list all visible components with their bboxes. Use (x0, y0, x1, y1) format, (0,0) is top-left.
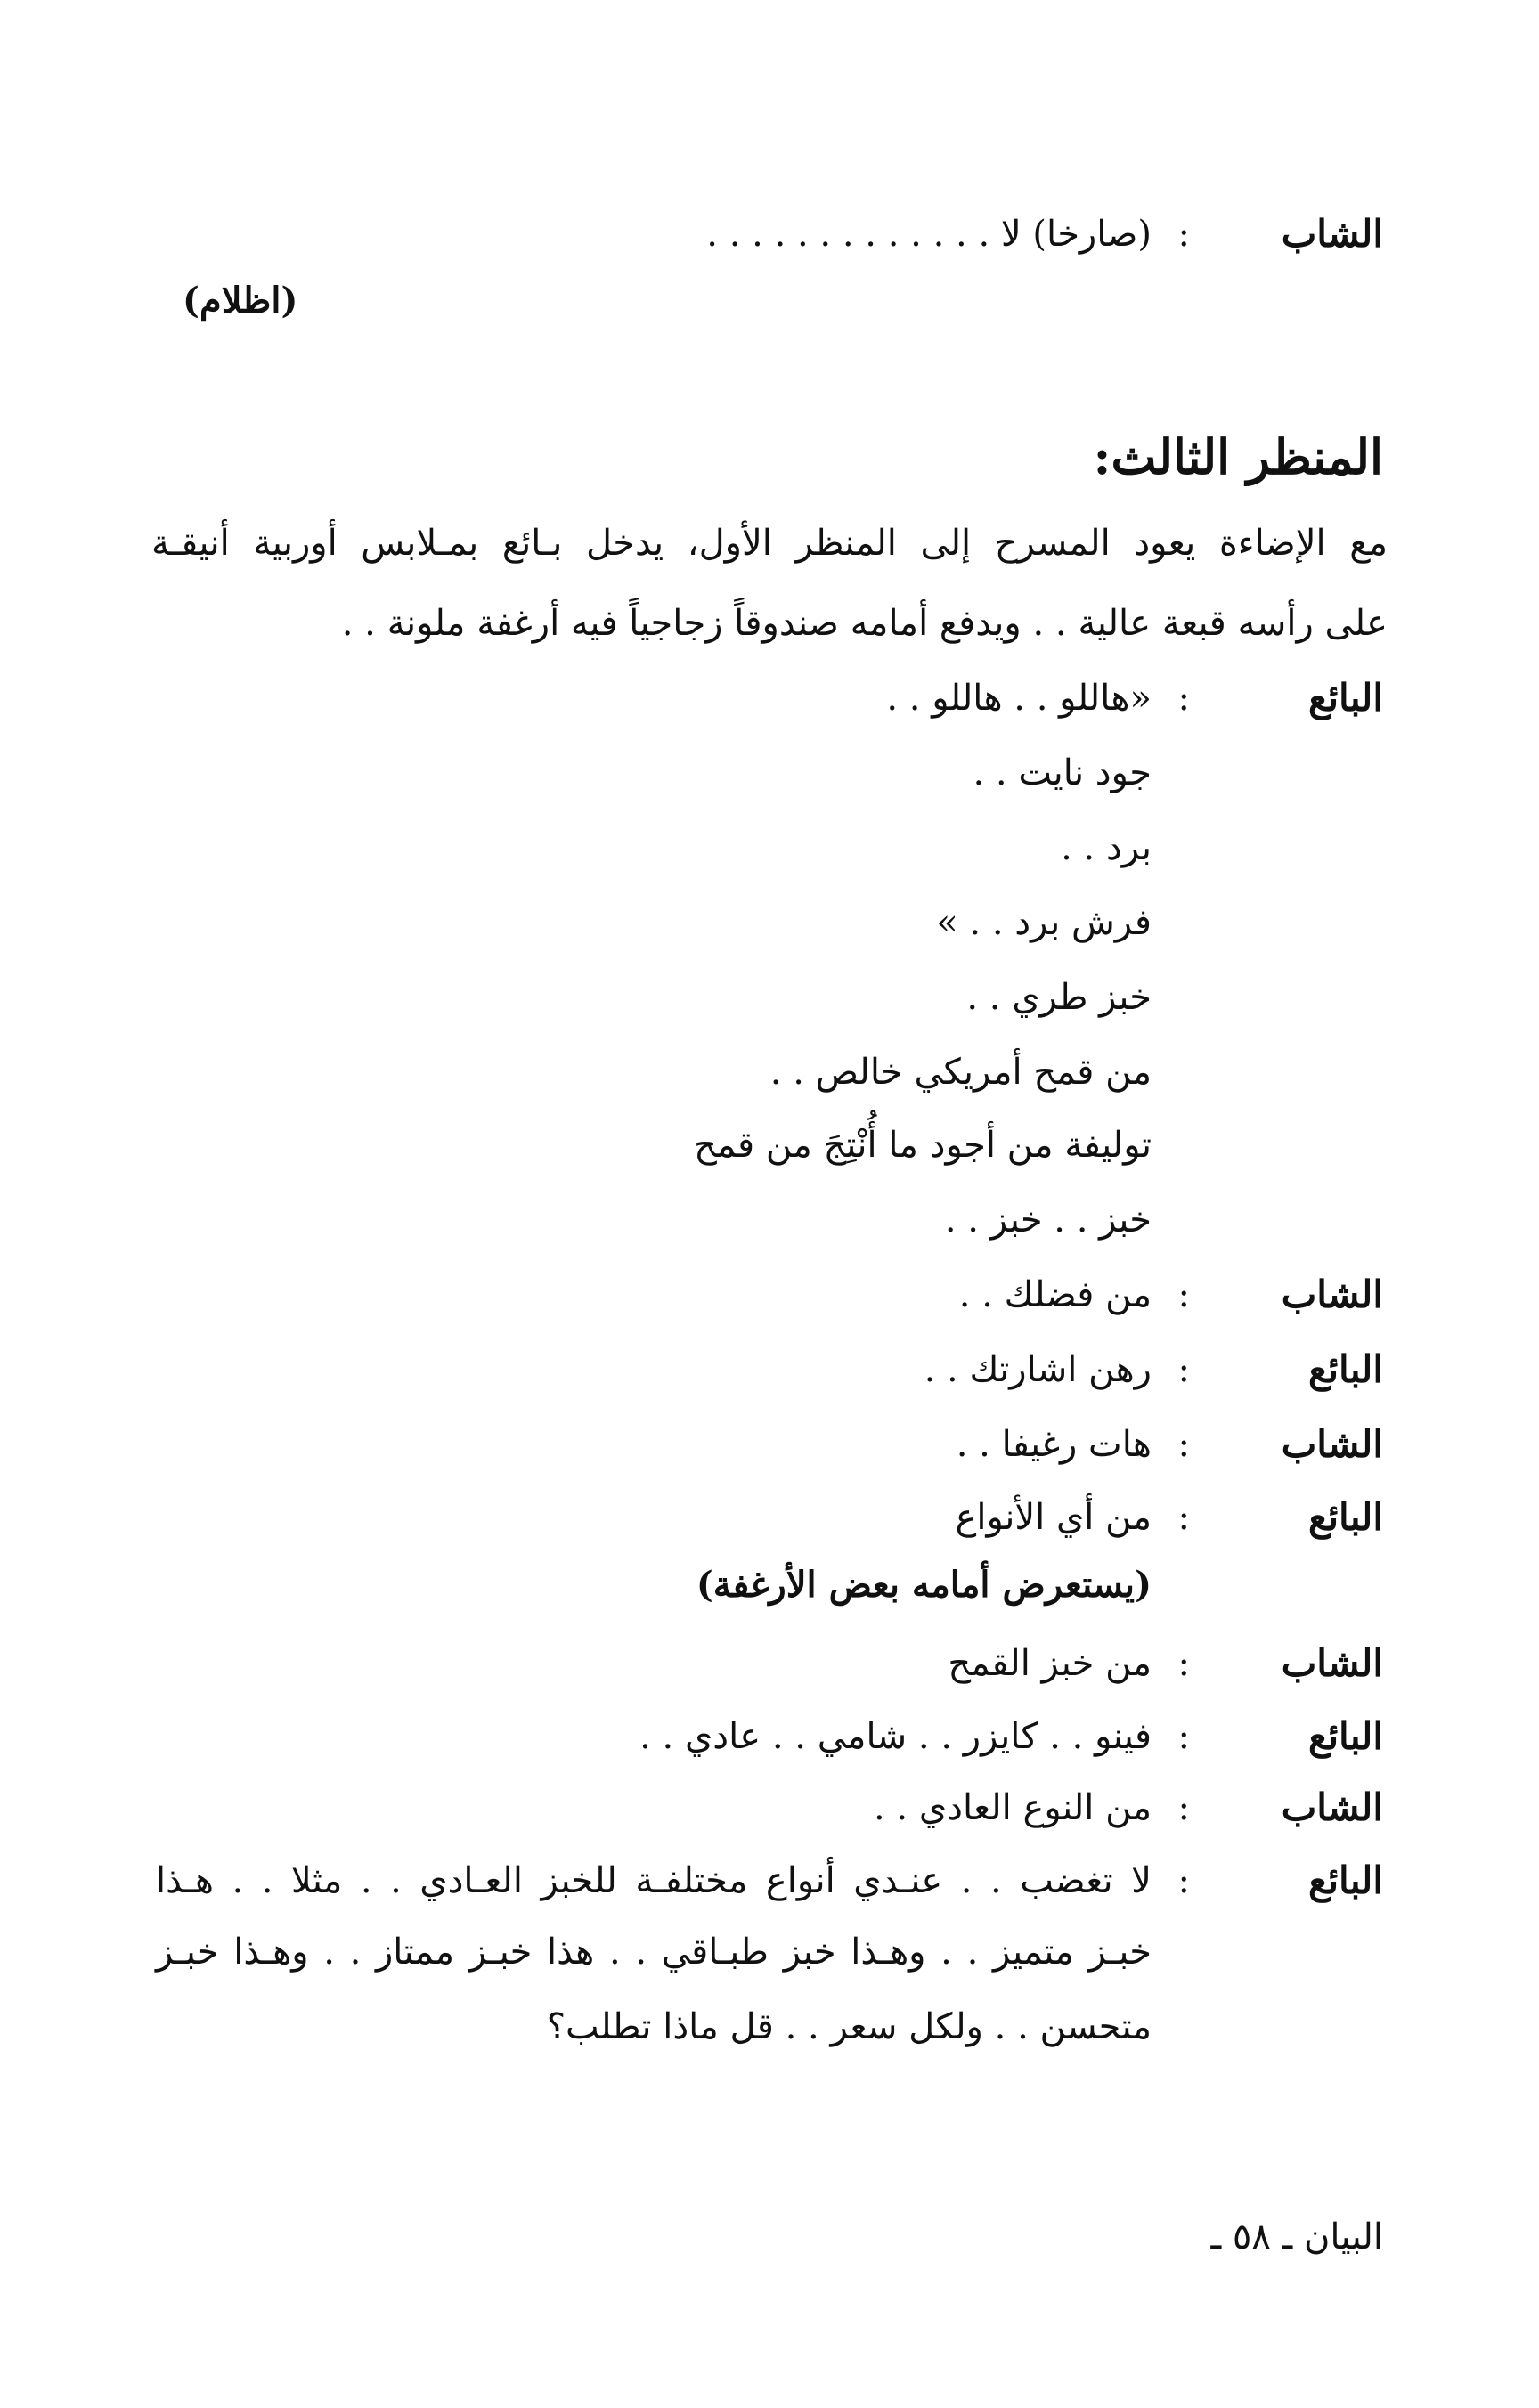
speaker-label: الشاب (1281, 212, 1383, 256)
speaker-label: الشاب (1281, 1422, 1383, 1466)
stage-direction-darkness: (اظلام) (183, 280, 298, 321)
dialogue-line: من خبز القمح (948, 1643, 1152, 1684)
call-line: توليفة من أجود ما أُنْتِجَ من قمح (694, 1125, 1152, 1166)
speaker-label: الشاب (1281, 1273, 1383, 1316)
final-line-2: خبـز متميز . . وهـذا خبز طبـاقي . . هذا خبـز ممتاز . . وهـذا خبـز (156, 1932, 1152, 1973)
stage-direction: (يستعرض أمامه بعض الأرغفة) (696, 1564, 1152, 1606)
colon: : (1177, 1274, 1190, 1315)
dialogue-line: من النوع العادي . . (874, 1787, 1152, 1828)
dialogue-line: (صارخا) لا . . . . . . . . . . . . . (706, 214, 1152, 255)
dialogue-line: هات رغيفا . . (956, 1424, 1152, 1465)
intro-line-2: على رأسه قبعة عالية . . ويدفع أمامه صندوقاً زجاجياً فيه أرغفة ملونة . . (341, 603, 1388, 644)
intro-line-1: مع الإضاءة يعود المسرح إلى المنظر الأول، يدخل بـائع بمـلابس أوربية أنيقـة (151, 523, 1388, 564)
call-line: خبز طري . . (966, 977, 1152, 1018)
speaker-label: البائع (1308, 1859, 1383, 1902)
colon: : (1177, 1860, 1190, 1901)
speaker-label: البائع (1308, 1495, 1383, 1539)
speaker-label: البائع (1308, 1347, 1383, 1391)
call-line: برد . . (1061, 827, 1152, 868)
speaker-label: البائع (1308, 676, 1383, 720)
call-line: خبز . . خبز . . (944, 1200, 1152, 1241)
dialogue-line: من أي الأنواع (955, 1497, 1152, 1538)
colon: : (1177, 1716, 1190, 1757)
dialogue-line: فينو . . كايزر . . شامي . . عادي . . (639, 1716, 1152, 1757)
speaker-label: الشاب (1281, 1786, 1383, 1829)
speaker-label: البائع (1308, 1714, 1383, 1758)
colon: : (1177, 1424, 1190, 1465)
colon: : (1177, 1349, 1190, 1390)
colon: : (1177, 1643, 1190, 1684)
page-footer: البيان ـ ٥٨ ـ (1210, 2217, 1383, 2258)
call-line: فرش برد . . » (936, 902, 1152, 943)
colon: : (1177, 1787, 1190, 1828)
call-line: من قمح أمريكي خالص . . (770, 1052, 1152, 1093)
colon: : (1177, 214, 1190, 255)
final-line-1: لا تغضب . . عنـدي أنواع مختلفـة للخبز العـادي . . مثلا . . هـذا (156, 1860, 1152, 1901)
colon: : (1177, 1497, 1190, 1538)
call-line: «هاللو . . هاللو . . (886, 678, 1152, 719)
scene-title: المنظر الثالث: (1093, 428, 1383, 485)
final-line-3: متحسن . . ولكل سعر . . قل ماذا تطلب؟ (546, 2006, 1152, 2047)
dialogue-line: من فضلك . . (958, 1274, 1152, 1315)
dialogue-line: رهن اشارتك . . (924, 1349, 1152, 1390)
speaker-label: الشاب (1281, 1641, 1383, 1685)
colon: : (1177, 678, 1190, 719)
call-line: جود نايت . . (973, 752, 1152, 793)
